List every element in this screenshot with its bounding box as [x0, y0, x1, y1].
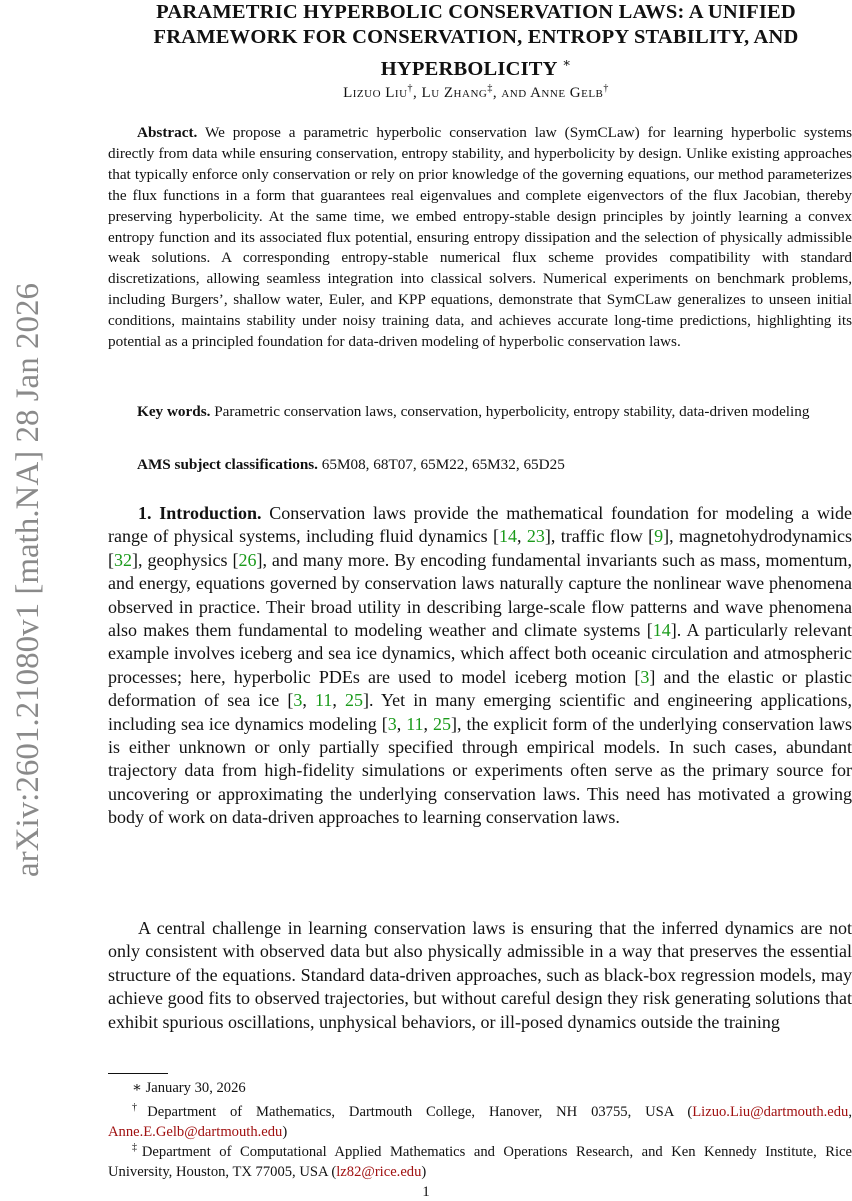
citation: [3, 11, 25] — [287, 690, 369, 711]
citation-link[interactable]: 11 — [406, 713, 424, 734]
title-line-text: HYPERBOLICITY — [380, 57, 557, 80]
citation-link[interactable]: 25 — [345, 690, 363, 711]
paragraph-text: , geophysics — [138, 549, 233, 570]
author-name: Lu Zhang — [421, 85, 488, 101]
footnote-text: Department of Computational Applied Mathematics and Operations Research, and Ken Kennedy Institute, Rice University, Houston, TX 77005, USA — [108, 1143, 852, 1180]
footnote-text: Department of Mathematics, Dartmouth College, Hanover, NH 03755, USA — [147, 1103, 674, 1120]
section-heading: 1. Introduction. — [138, 503, 262, 523]
footnote-rule — [108, 1073, 168, 1074]
paragraph-text: . Yet in many emerging scientific and engineering applications, including sea ice dynamics modeling — [108, 690, 852, 734]
footnote-text: January 30, 2026 — [145, 1080, 246, 1096]
ams-label: AMS subject classifications. — [137, 456, 318, 473]
paragraph-text: , the explicit form of the underlying conservation laws is either unknown or only partially specified through empirical models. In such cases, abundant trajectory data from high-fidelity simulations or experiments often serve as the primary source for uncovering or approximating the underlying conservation laws. This need has motivated a growing body of work on data-driven approaches to learning conservation laws. — [108, 713, 852, 828]
email-link[interactable]: Lizuo.Liu@dartmouth.edu — [692, 1103, 849, 1120]
citation-link[interactable]: 3 — [387, 713, 397, 734]
author-mark: † — [407, 83, 414, 94]
author-sep: , — [413, 85, 422, 101]
abstract — [108, 123, 852, 353]
title-line — [100, 50, 852, 82]
title-line: PARAMETRIC HYPERBOLIC CONSERVATION LAWS: A UNIFIED — [156, 1, 796, 23]
paper-title — [100, 0, 852, 82]
paragraph-text: Conservation laws provide the mathematical foundation for modeling a wide range of physical systems, including fluid dynamics — [108, 503, 852, 547]
citation: [32] — [108, 549, 138, 570]
citation: [3] — [634, 666, 656, 687]
citation-link[interactable]: 32 — [114, 549, 132, 570]
title-line: FRAMEWORK FOR CONSERVATION, ENTROPY STABILITY, AND — [153, 26, 799, 48]
abstract-text: We propose a parametric hyperbolic conservation law (SymCLaw) for learning hyperbolic systems directly from data while ensuring conservation, entropy stability, and hyperbolicity by design. Unlike existing approaches that typically enforce only conservation or rely on prior knowledge of the governing equations, our method parameterizes the flux functions in a form that guarantees real eigenvalues and complete eigenvectors of the flux Jacobian, thereby preserving hyperbolicity. At the same time, we embed entropy-stable design principles by jointly learning a convex entropy function and its associated flux potential, ensuring entropy dissipation and the selection of physically admissible weak solutions. A corresponding entropy-stable numerical flux scheme provides compatibility with standard discretizations, allowing seamless integration into classical solvers. Numerical experiments on benchmark problems, including Burgers’, shallow water, Euler, and KPP equations, demonstrate that SymCLaw generalizes to unseen initial conditions, maintains stability under noisy training data, and achieves accurate long-time predictions, highlighting its potential as a principled foundation for data-driven modeling of hyperbolic conservation laws. — [108, 124, 852, 351]
author-mark: ‡ — [487, 83, 493, 94]
footnote-mark: † — [132, 1102, 148, 1113]
abstract-label: Abstract. — [137, 124, 198, 141]
intro-paragraph — [108, 502, 852, 830]
email-link[interactable]: lz82@rice.edu — [336, 1163, 422, 1180]
citation-link[interactable]: 14 — [652, 620, 671, 641]
keywords — [108, 402, 852, 423]
keywords-text: Parametric conservation laws, conservation, hyperbolicity, entropy stability, data-driven modeling — [214, 403, 810, 420]
email-link[interactable]: Anne.E.Gelb@dartmouth.edu — [108, 1123, 283, 1140]
citation-link[interactable]: 14 — [499, 526, 518, 547]
citation: [26] — [232, 549, 263, 570]
author-mark: † — [603, 83, 609, 94]
page-number: 1 — [422, 1184, 430, 1200]
citation-link[interactable]: 11 — [315, 690, 333, 711]
citation-link[interactable]: 3 — [293, 690, 303, 711]
footnote-rice: ‡Department of Computational Applied Mathematics and Operations Research, and Ken Kennedy Institute, Rice University, Houston, TX 77005, USA (lz82@rice.edu) — [108, 1142, 852, 1180]
citation: [14] — [646, 620, 677, 641]
paragraph-text: A central challenge in learning conservation laws is ensuring that the inferred dynamics are not only consistent with observed data but also physically admissible in a way that preserves the essential structure of the equations. Standard data-driven approaches, such as black-box regression models, may achieve good fits to observed trajectories, but without careful design they risk generating solutions that exhibit spurious oscillations, unphysical behaviors, or ill-posed dynamics outside the training — [108, 918, 852, 1032]
citation-link[interactable]: 3 — [640, 666, 650, 687]
ams-classifications — [108, 455, 852, 476]
citation-link[interactable]: 9 — [654, 526, 664, 547]
author-sep: , and — [492, 85, 531, 101]
intro-paragraph — [108, 917, 852, 1034]
citation: [3, 11, 25] — [381, 713, 457, 734]
citation: [14, 23] — [493, 526, 551, 547]
paragraph-text: , magnetohydrodynamics — [669, 526, 852, 547]
paragraph-text: and the elastic or plastic deformation of sea ice — [108, 666, 852, 711]
citation: [9] — [648, 526, 670, 547]
paragraph-text: , traffic flow — [550, 526, 649, 547]
footnote-date — [108, 1078, 852, 1098]
author-name: Anne Gelb — [530, 85, 604, 101]
ams-text: 65M08, 68T07, 65M22, 65M32, 65D25 — [321, 456, 565, 473]
footnote-mark: ‡ — [132, 1142, 142, 1153]
paragraph-text: , and many more. By encoding fundamental invariants such as mass, momentum, and energy, equations governed by conservation laws naturally capture the nonlinear wave phenomena observed in practice. Their broad utility in describing large-scale flow patterns and wave phenomena also makes them fundamental to modeling weather and climate systems — [108, 549, 852, 641]
author-name: Lizuo Liu — [343, 85, 408, 101]
authors — [100, 83, 852, 102]
citation-link[interactable]: 26 — [238, 549, 257, 570]
citation-link[interactable]: 25 — [433, 713, 451, 734]
arxiv-side-label: arXiv:2601.21080v1 [math.NA] 28 Jan 2026 — [10, 283, 46, 877]
footnote-mark: ∗ — [132, 1080, 142, 1096]
keywords-label: Key words. — [137, 403, 211, 420]
paragraph-text: . A particularly relevant example involves iceberg and sea ice dynamics, which affect both oceanic circulation and atmospheric processes; here, hyperbolic PDEs are used to model iceberg motion — [108, 620, 852, 687]
title-footnote-mark: ∗ — [562, 55, 572, 70]
footnote-dartmouth: †Department of Mathematics, Dartmouth College, Hanover, NH 03755, USA (Lizuo.Liu@dartmouth.edu, Anne.E.Gelb@dartmouth.edu) — [108, 1102, 852, 1140]
citation-link[interactable]: 23 — [526, 526, 545, 547]
